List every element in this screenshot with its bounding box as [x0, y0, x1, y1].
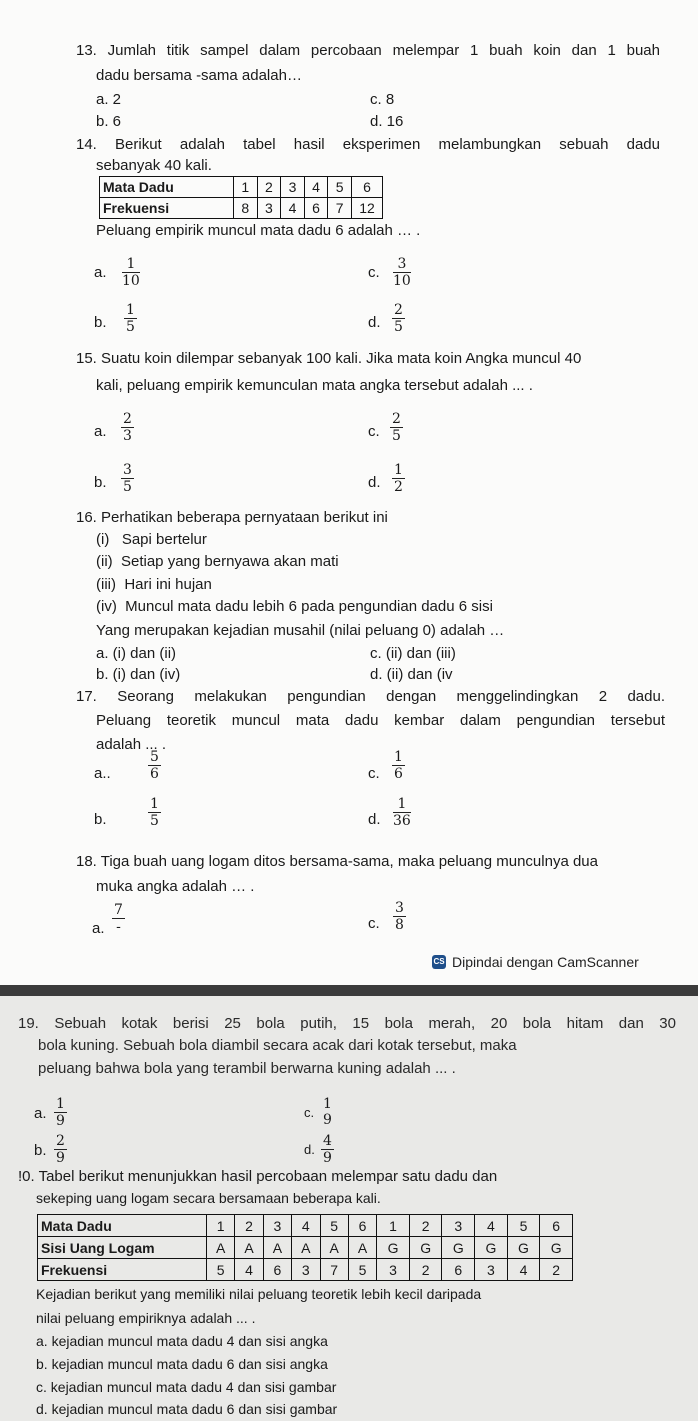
q20-option-a: a. kejadian muncul mata dadu 4 dan sisi angka — [36, 1333, 328, 1349]
q20-table-cell: G — [442, 1237, 475, 1259]
q13-option-a: a. 2 — [96, 91, 122, 108]
camscanner-caption: Dipindai dengan CamScanner — [452, 954, 639, 970]
q20-question-line2: nilai peluang empiriknya adalah ... . — [36, 1310, 256, 1326]
q20-table-cell: 3 — [377, 1259, 410, 1281]
q17-option-c-fraction — [392, 749, 405, 782]
numerator: 5 — [150, 749, 159, 765]
denominator: 3 — [123, 428, 132, 444]
numerator: 1 — [394, 749, 403, 765]
q13-option-c: c. 8 — [370, 91, 395, 108]
q14-table-cell: 6 — [304, 198, 328, 219]
q20-table-cell: A — [292, 1237, 320, 1259]
camscanner-logo-icon: CS — [432, 955, 446, 969]
q15-option-c-fraction — [390, 411, 403, 444]
q14-table-header-frekuensi: Frekuensi — [100, 198, 234, 219]
q20-table-cell: 1 — [377, 1215, 410, 1237]
q20-table-cell: 5 — [507, 1215, 540, 1237]
q20-table-cell: 6 — [348, 1215, 376, 1237]
q14-table-cell: 3 — [257, 198, 281, 219]
q14-stem-line2: sebanyak 40 kali. — [96, 157, 212, 174]
numerator: 1 — [397, 796, 407, 812]
q14-table-cell: 7 — [328, 198, 352, 219]
q17-stem-line3: adalah ... . — [96, 736, 167, 753]
q15-option-d-fraction — [392, 462, 405, 495]
q20-table-cell: 2 — [235, 1215, 263, 1237]
q17-option-c-label: c. — [368, 765, 380, 782]
q17-option-a-fraction — [148, 749, 161, 782]
q17-option-b-fraction — [148, 796, 161, 829]
q20-table-cell: 6 — [442, 1259, 475, 1281]
q19-option-d-label: d. — [304, 1142, 315, 1157]
q20-option-c: c. kejadian muncul mata dadu 4 dan sisi gambar — [36, 1379, 337, 1395]
numerator: 7 — [114, 902, 123, 918]
q20-table-header-mata-dadu: Mata Dadu — [38, 1215, 207, 1237]
q20-table-cell: 6 — [540, 1215, 573, 1237]
q20-table-cell: A — [263, 1237, 291, 1259]
q14-table-cell: 6 — [352, 177, 383, 198]
numerator: 2 — [123, 411, 132, 427]
numerator: 1 — [126, 302, 135, 318]
q14-table-header-mata-dadu: Mata Dadu — [100, 177, 234, 198]
denominator: 10 — [393, 273, 411, 289]
q20-table-cell: A — [235, 1237, 263, 1259]
q16-statement-ii: (ii) Setiap yang bernyawa akan mati — [96, 553, 339, 570]
q14-option-a-label: a. — [94, 264, 107, 281]
q20-table-cell: 2 — [540, 1259, 573, 1281]
numerator: 2 — [394, 302, 403, 318]
q20-table-cell: 3 — [263, 1215, 291, 1237]
numerator: 4 — [323, 1133, 332, 1149]
q20-table-cell: 4 — [475, 1215, 508, 1237]
q15-option-a-fraction — [121, 411, 134, 444]
q19-option-a-fraction — [54, 1096, 67, 1129]
q20-table-cell: 4 — [292, 1215, 320, 1237]
q20-table-cell: G — [475, 1237, 508, 1259]
q20-table-cell: 4 — [235, 1259, 263, 1281]
q20-option-d: d. kejadian muncul mata dadu 6 dan sisi gambar — [36, 1401, 338, 1417]
numerator: 2 — [392, 411, 401, 427]
denominator: 9 — [323, 1112, 332, 1128]
q20-option-b: b. kejadian muncul mata dadu 6 dan sisi angka — [36, 1356, 328, 1372]
q14-option-a-fraction — [122, 256, 140, 289]
q18-option-c-label: c. — [368, 915, 380, 932]
q17-option-d-label: d. — [368, 811, 381, 828]
denominator: 8 — [395, 917, 404, 933]
q18-stem-line1: 18. Tiga buah uang logam ditos bersama-sama, maka peluang munculnya dua — [76, 853, 598, 870]
denominator: 5 — [394, 319, 403, 335]
denominator: - — [116, 919, 121, 935]
denominator: 5 — [126, 319, 135, 335]
q17-option-b-label: b. — [94, 811, 107, 828]
q18-option-a-label: a. — [92, 920, 105, 937]
q20-table-cell: 3 — [292, 1259, 320, 1281]
q15-option-d-label: d. — [368, 474, 381, 491]
q19-stem-line2: bola kuning. Sebuah bola diambil secara acak dari kotak tersebut, maka — [38, 1037, 517, 1054]
denominator: 9 — [56, 1150, 65, 1166]
q19-stem-line1: 19. Sebuah kotak berisi 25 bola putih, 15 bola merah, 20 bola hitam dan 30 — [18, 1015, 676, 1032]
q19-option-c-label: c. — [304, 1105, 315, 1120]
q19-option-d-fraction — [321, 1133, 334, 1166]
q20-table-header-frekuensi: Frekuensi — [38, 1259, 207, 1281]
numerator: 1 — [150, 796, 159, 812]
numerator: 3 — [123, 462, 132, 478]
q15-stem-line2: kali, peluang empirik kemunculan mata angka tersebut adalah ... . — [96, 377, 533, 394]
denominator: 6 — [394, 766, 403, 782]
q14-stem-line1: 14. Berikut adalah tabel hasil eksperimen melambungkan sebuah dadu — [76, 136, 660, 153]
q17-option-d-fraction — [393, 796, 411, 829]
page-divider — [0, 985, 698, 996]
q14-table-cell: 5 — [328, 177, 352, 198]
q20-table-cell: A — [320, 1237, 348, 1259]
q14-question: Peluang empirik muncul mata dadu 6 adalah … . — [96, 222, 421, 239]
q20-table-cell: 3 — [442, 1215, 475, 1237]
denominator: 2 — [394, 479, 403, 495]
q20-table-cell: A — [348, 1237, 376, 1259]
numerator: 1 — [394, 462, 403, 478]
denominator: 36 — [393, 813, 411, 829]
q16-option-d: d. (ii) dan (iv — [370, 666, 453, 683]
numerator: 1 — [56, 1096, 65, 1112]
numerator: 1 — [323, 1096, 332, 1112]
q15-option-b-label: b. — [94, 474, 107, 491]
q16-option-c: c. (ii) dan (iii) — [370, 645, 456, 662]
denominator: 5 — [123, 479, 132, 495]
q14-option-c-label: c. — [368, 264, 380, 281]
q19-option-a-label: a. — [34, 1105, 47, 1122]
q19-option-b-fraction — [54, 1133, 67, 1166]
q14-table-cell: 2 — [257, 177, 281, 198]
q20-table-cell: G — [409, 1237, 442, 1259]
q14-table-cell: 4 — [304, 177, 328, 198]
q20-table-cell: A — [207, 1237, 235, 1259]
q18-option-a-fraction — [112, 902, 125, 936]
q14-table-cell: 8 — [234, 198, 258, 219]
q20-table-cell: 1 — [207, 1215, 235, 1237]
q14-frequency-table — [99, 176, 383, 219]
q20-table-cell: G — [377, 1237, 410, 1259]
q14-table-cell: 4 — [281, 198, 305, 219]
q20-table-cell: 3 — [475, 1259, 508, 1281]
q15-option-a-label: a. — [94, 423, 107, 440]
q18-stem-line2: muka angka adalah … . — [96, 878, 255, 895]
denominator: 6 — [150, 766, 159, 782]
numerator: 3 — [397, 256, 407, 272]
q20-table-cell: 5 — [320, 1215, 348, 1237]
q14-table-cell: 1 — [234, 177, 258, 198]
q14-option-d-label: d. — [368, 314, 381, 331]
q16-statement-iv: (iv) Muncul mata dadu lebih 6 pada pengundian dadu 6 sisi — [96, 598, 493, 615]
q20-table-cell: 5 — [348, 1259, 376, 1281]
q20-table-cell: 6 — [263, 1259, 291, 1281]
q14-option-b-label: b. — [94, 314, 107, 331]
numerator: 3 — [395, 900, 404, 916]
q13-stem-line2: dadu bersama -sama adalah… — [96, 67, 302, 84]
q20-table-cell: G — [507, 1237, 540, 1259]
q14-table-cell: 12 — [352, 198, 383, 219]
q20-table-header-sisi-uang-logam: Sisi Uang Logam — [38, 1237, 207, 1259]
q19-option-c-fraction — [321, 1096, 334, 1128]
q15-stem-line1: 15. Suatu koin dilempar sebanyak 100 kali. Jika mata koin Angka muncul 40 — [76, 350, 582, 367]
denominator: 9 — [56, 1113, 65, 1129]
q17-option-a-label: a.. — [94, 765, 111, 782]
numerator: 2 — [56, 1133, 65, 1149]
q15-option-b-fraction — [121, 462, 134, 495]
q15-option-c-label: c. — [368, 423, 380, 440]
q13-option-b: b. 6 — [96, 113, 122, 130]
q16-statement-i: (i) Sapi bertelur — [96, 531, 207, 548]
q16-option-a: a. (i) dan (ii) — [96, 645, 177, 662]
q13-option-d: d. 16 — [370, 113, 404, 130]
q20-table-cell: 5 — [207, 1259, 235, 1281]
q14-option-d-fraction — [392, 302, 405, 335]
q14-option-c-fraction — [393, 256, 411, 289]
q14-table-cell: 3 — [281, 177, 305, 198]
q19-option-b-label: b. — [34, 1142, 47, 1159]
q20-table-cell: 2 — [409, 1215, 442, 1237]
q17-stem-line2: Peluang teoretik muncul mata dadu kembar dalam pengundian tersebut — [96, 712, 665, 729]
q14-option-b-fraction — [124, 302, 137, 335]
q16-question: Yang merupakan kejadian musahil (nilai peluang 0) adalah … — [96, 622, 505, 639]
denominator: 9 — [323, 1150, 332, 1166]
denominator: 10 — [122, 273, 140, 289]
q16-statement-iii: (iii) Hari ini hujan — [96, 576, 212, 593]
numerator: 1 — [126, 256, 136, 272]
denominator: 5 — [392, 428, 401, 444]
q20-experiment-table — [37, 1214, 573, 1281]
q17-stem-line1: 17. Seorang melakukan pengundian dengan menggelindingkan 2 dadu. — [76, 688, 665, 705]
q19-stem-line3: peluang bahwa bola yang terambil berwarna kuning adalah ... . — [38, 1060, 456, 1077]
q20-stem-line2: sekeping uang logam secara bersamaan beberapa kali. — [36, 1190, 381, 1206]
q16-option-b: b. (i) dan (iv) — [96, 666, 181, 683]
q18-option-c-fraction — [393, 900, 406, 934]
q16-stem: 16. Perhatikan beberapa pernyataan berikut ini — [76, 509, 388, 526]
q20-stem-line1: !0. Tabel berikut menunjukkan hasil percobaan melempar satu dadu dan — [18, 1168, 498, 1185]
q20-table-cell: 2 — [409, 1259, 442, 1281]
q20-table-cell: 7 — [320, 1259, 348, 1281]
q20-question-line1: Kejadian berikut yang memiliki nilai peluang teoretik lebih kecil daripada — [36, 1286, 482, 1302]
q13-stem-line1: 13. Jumlah titik sampel dalam percobaan melempar 1 buah koin dan 1 buah — [76, 42, 660, 59]
q20-table-cell: G — [540, 1237, 573, 1259]
q20-table-cell: 4 — [507, 1259, 540, 1281]
denominator: 5 — [150, 813, 159, 829]
